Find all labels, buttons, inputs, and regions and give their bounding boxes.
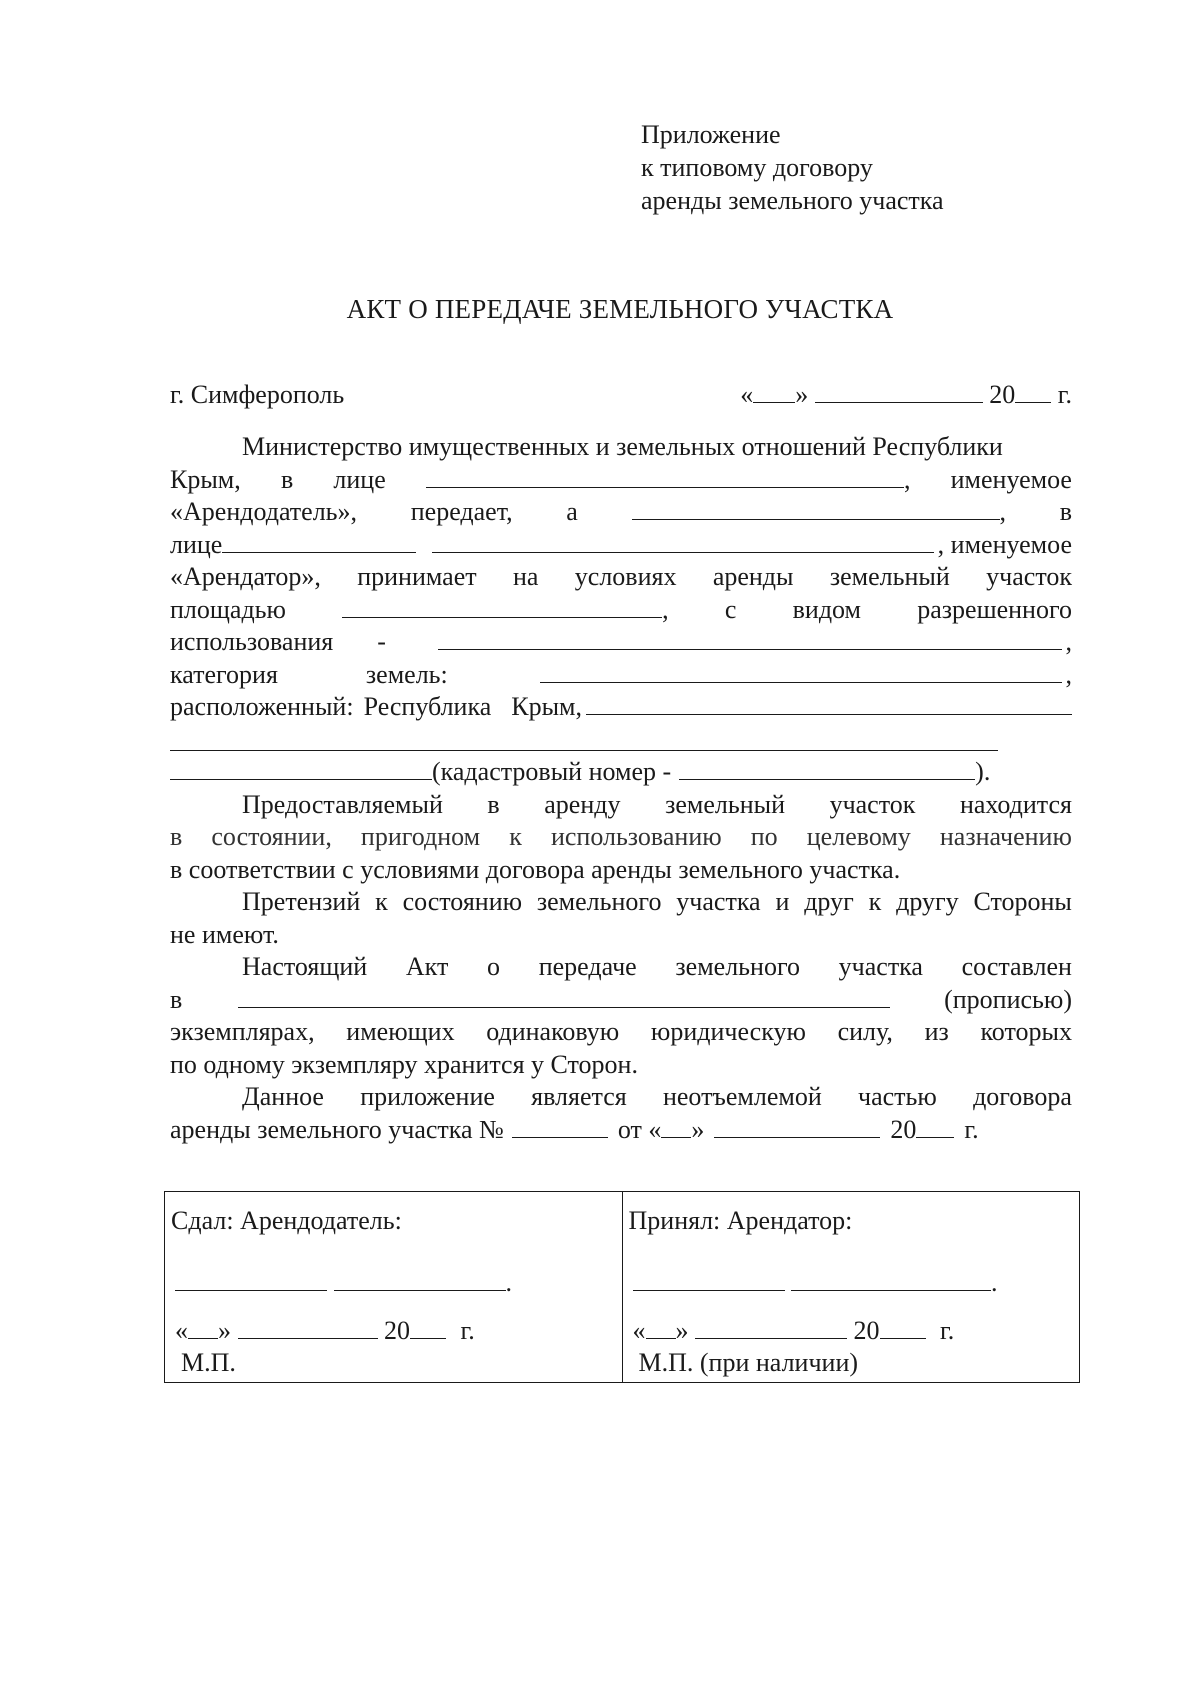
word: договора bbox=[973, 1082, 1072, 1111]
word: земельный bbox=[829, 562, 950, 591]
word: силу, bbox=[837, 1017, 893, 1046]
word: передаче bbox=[538, 952, 637, 981]
appendix-line-3: аренды земельного участка bbox=[641, 186, 944, 215]
landlord-name-blank bbox=[334, 1270, 506, 1291]
p1-line-9: расположенный: Республика Крым, bbox=[170, 691, 1072, 724]
year-blank bbox=[1015, 382, 1051, 403]
p1-line-4: лице , именуемое bbox=[170, 529, 1072, 559]
signature-table bbox=[164, 1191, 1080, 1383]
word: участка bbox=[838, 952, 923, 981]
contract-year-blank bbox=[916, 1117, 954, 1138]
word: которых bbox=[980, 1017, 1072, 1046]
word: к bbox=[375, 887, 388, 916]
appendix-line-2: к типовому договору bbox=[641, 153, 873, 182]
p2-line-2 bbox=[170, 821, 1072, 854]
landlord-stamp-place: М.П. bbox=[181, 1348, 236, 1377]
address-blank bbox=[586, 694, 1072, 715]
word: аренду bbox=[544, 789, 621, 819]
word: Предоставляемый bbox=[242, 789, 443, 819]
landlord-label: Сдал: Арендодатель: bbox=[171, 1206, 402, 1235]
address-continuation-blank bbox=[170, 730, 998, 751]
word: о bbox=[487, 952, 501, 981]
word: частью bbox=[858, 1082, 937, 1111]
word: целевому bbox=[806, 822, 911, 851]
word: по bbox=[750, 822, 778, 851]
contract-number-blank bbox=[512, 1117, 608, 1138]
word: из bbox=[924, 1017, 949, 1046]
cadastral-number-blank bbox=[679, 759, 975, 780]
area-blank bbox=[342, 597, 662, 618]
day-blank bbox=[753, 382, 795, 403]
word: в bbox=[487, 789, 500, 819]
word: к bbox=[509, 822, 522, 851]
word: Акт bbox=[405, 952, 449, 981]
word: экземплярах, bbox=[170, 1017, 315, 1046]
word: участок bbox=[829, 789, 916, 819]
word: земельный bbox=[665, 789, 785, 819]
document-title: АКТ О ПЕРЕДАЧЕ ЗЕМЕЛЬНОГО УЧАСТКА bbox=[346, 294, 894, 324]
word: участок bbox=[986, 562, 1072, 591]
landlord-signature-line: . bbox=[175, 1268, 512, 1298]
address-end-blank bbox=[170, 759, 432, 780]
p1-line-11: (кадастровый номер - ). bbox=[170, 756, 1072, 789]
p1-line-2: Крым, в лице , именуемое bbox=[170, 464, 1072, 494]
word: состоянию bbox=[402, 887, 523, 916]
word: друг bbox=[804, 887, 854, 916]
word: Претензий bbox=[242, 887, 361, 916]
tenant-signature-cell bbox=[622, 1192, 1080, 1383]
word: принимает bbox=[357, 562, 477, 591]
tenant-date: « » 20 г. bbox=[632, 1316, 955, 1345]
word: участка bbox=[676, 887, 761, 916]
word: земельного bbox=[536, 887, 662, 916]
p4-line-2: в (прописью) bbox=[170, 984, 1072, 1014]
word: является bbox=[531, 1082, 627, 1111]
word: Стороны bbox=[973, 887, 1072, 916]
p4-line-4: по одному экземпляру хранится у Сторон. bbox=[170, 1049, 638, 1079]
p1-line-6: площадью , с видом разрешенного bbox=[170, 594, 1072, 624]
word: неотъемлемой bbox=[662, 1082, 822, 1111]
tenant-signature-blank bbox=[633, 1270, 785, 1291]
contract-month-blank bbox=[714, 1117, 880, 1138]
tenant-label: Принял: Арендатор: bbox=[628, 1206, 853, 1235]
tenant-position-blank bbox=[222, 532, 416, 553]
word: одинаковую bbox=[486, 1017, 620, 1046]
tenant-stamp-place: М.П. (при наличии) bbox=[638, 1348, 859, 1377]
p2-line-3: в соответствии с условиями договора аренды земельного участка. bbox=[170, 854, 901, 884]
place-date-row bbox=[170, 380, 1072, 414]
p4-line-1 bbox=[170, 951, 1072, 984]
word: имеющих bbox=[346, 1017, 455, 1046]
word: аренды bbox=[712, 562, 794, 591]
appendix-heading bbox=[641, 118, 944, 217]
contract-day-blank bbox=[661, 1117, 691, 1138]
document-body bbox=[170, 431, 1072, 1146]
city: г. Симферополь bbox=[170, 380, 345, 409]
month-blank bbox=[815, 382, 983, 403]
word: назначению bbox=[939, 822, 1072, 851]
landlord-signature-cell bbox=[165, 1192, 623, 1383]
p1-line-10 bbox=[170, 724, 1072, 757]
word: приложение bbox=[360, 1082, 495, 1111]
landlord-date: « » 20 г. bbox=[175, 1316, 475, 1345]
appendix-line-1: Приложение bbox=[641, 120, 781, 149]
permitted-use-blank bbox=[438, 629, 1062, 650]
word: земельного bbox=[675, 952, 800, 981]
p3-line-2: не имеют. bbox=[170, 919, 279, 949]
word: на bbox=[512, 562, 539, 591]
word: использованию bbox=[550, 822, 722, 851]
word: пригодном bbox=[360, 822, 481, 851]
p1-line-8: категория земель: , bbox=[170, 659, 1072, 689]
land-category-blank bbox=[540, 662, 1062, 683]
p2-line-1 bbox=[170, 789, 1072, 822]
p3-line-1 bbox=[170, 886, 1072, 919]
word: Настоящий bbox=[242, 952, 368, 981]
tenant-representative-blank bbox=[432, 532, 933, 553]
document-date: « » 20 г. bbox=[740, 380, 1072, 409]
word: в bbox=[170, 822, 183, 851]
word: «Арендатор», bbox=[170, 562, 321, 591]
p1-line-5 bbox=[170, 561, 1072, 594]
word: состоянии, bbox=[211, 822, 332, 851]
representative-blank bbox=[426, 467, 904, 488]
tenant-name-blank bbox=[632, 499, 1000, 520]
word: Данное bbox=[242, 1082, 324, 1111]
word: составлен bbox=[961, 952, 1072, 981]
tenant-name-sign-blank bbox=[791, 1270, 991, 1291]
p5-line-1 bbox=[170, 1081, 1072, 1114]
word: юридическую bbox=[650, 1017, 806, 1046]
tenant-signature-line: . bbox=[633, 1268, 998, 1298]
word: условиях bbox=[574, 562, 677, 591]
word: к bbox=[868, 887, 882, 916]
p1-line-3: «Арендодатель», передает, а , в bbox=[170, 497, 1072, 526]
copies-count-blank bbox=[238, 987, 890, 1008]
p5-line-2: аренды земельного участка № от « » 20 г. bbox=[170, 1114, 979, 1144]
word: другу bbox=[896, 887, 959, 916]
word: находится bbox=[959, 789, 1072, 819]
landlord-signature-blank bbox=[175, 1270, 327, 1291]
p1-line-7: использования - , bbox=[170, 627, 1072, 656]
word: и bbox=[775, 887, 790, 916]
p4-line-3 bbox=[170, 1016, 1072, 1049]
p1-line-1: Министерство имущественных и земельных отношений Республики bbox=[242, 432, 1003, 461]
